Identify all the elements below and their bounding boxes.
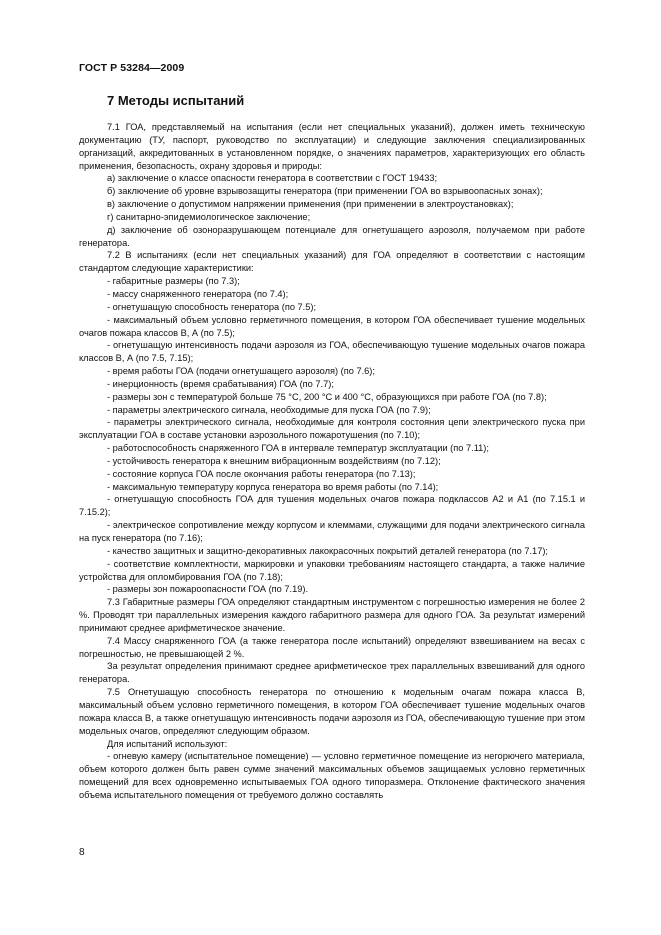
- list-item: - устойчивость генератора к внешним вибрационным воздействиям (по 7.12);: [107, 455, 441, 466]
- list-item: - состояние корпуса ГОА после окончания работы генератора (по 7.13);: [107, 468, 416, 479]
- list-item: - максимальную температуру корпуса генератора во время работы (по 7.14);: [107, 481, 439, 492]
- list-item: г) санитарно-эпидемиологическое заключение;: [107, 211, 311, 222]
- paragraph: 7.2 В испытаниях (если нет специальных указаний) для ГОА определяют в соответствии с настоящим стандартом следующие характеристики:: [79, 250, 585, 274]
- list-item: - параметры электрического сигнала, необходимые для контроля состояния цепи электрического пуска при эксплуатации ГОА в составе установки аэрозольного пожаротушения (по 7.10);: [79, 417, 585, 441]
- list-item: - инерционность (время срабатывания) ГОА (по 7.7);: [107, 378, 334, 389]
- list-item: - габаритные размеры (по 7.3);: [107, 276, 240, 287]
- list-item: - массу снаряженного генератора (по 7.4);: [107, 288, 289, 299]
- body-text: [79, 121, 585, 802]
- section-title: 7 Методы испытаний: [107, 93, 245, 108]
- list-item: - соответствие комплектности, маркировки и упаковки требованиям настоящего стандарта, а также наличие устройства для опломбирования ГОА (по 7.18);: [79, 558, 585, 582]
- page-number: 8: [79, 847, 85, 858]
- list-item: - качество защитных и защитно-декоративных лакокрасочных покрытий деталей генератора (по 7.17);: [107, 545, 548, 556]
- list-item: - время работы ГОА (подачи огнетушащего аэрозоля) (по 7.6);: [107, 366, 375, 377]
- paragraph: Для испытаний используют:: [107, 738, 228, 749]
- paragraph: 7.1 ГОА, представляемый на испытания (если нет специальных указаний), должен иметь техническую документацию (ТУ, паспорт, руководство по эксплуатации) и следующие заключения специализированных организаций, аккредитованных в установленном порядке, о значениях параметров, характеризующих его область применения, безопасность, охрану здоровья и природы:: [79, 122, 585, 171]
- list-item: - параметры электрического сигнала, необходимые для пуска ГОА (по 7.9);: [107, 404, 431, 415]
- list-item: - огнетушащую интенсивность подачи аэрозоля из ГОА, обеспечивающую тушение модельных очагов пожара классов В, А (по 7.5, 7.15);: [79, 340, 585, 364]
- list-item: б) заключение об уровне взрывозащиты генератора (при применении ГОА во взрывоопасных зонах);: [107, 186, 543, 197]
- paragraph: 7.4 Массу снаряженного ГОА (а также генератора после испытаний) определяют взвешиванием на весах с погрешностью, не превышающей 2 %.: [79, 635, 585, 659]
- list-item: - максимальный объем условно герметичного помещения, в котором ГОА обеспечивает тушение модельных очагов пожара классов В, А (по 7.5);: [79, 314, 585, 338]
- paragraph: 7.3 Габаритные размеры ГОА определяют стандартным инструментом с погрешностью измерения не более 2 %. Проводят три параллельных измерения каждого габаритного размера для одного ГОА. За результат измерений принимают среднее арифметическое значение.: [79, 597, 585, 633]
- list-item: в) заключение о допустимом напряжении применения (при применении в электроустановках);: [107, 199, 514, 210]
- list-item: - размеры зон с температурой больше 75 °С, 200 °С и 400 °С, образующихся при работе ГОА (по 7.8);: [107, 391, 547, 402]
- standard-header: ГОСТ Р 53284—2009: [79, 62, 185, 74]
- paragraph: За результат определения принимают среднее арифметическое трех параллельных взвешиваний для одного генератора.: [79, 661, 585, 685]
- list-item: - огнетушащую способность генератора (по 7.5);: [107, 301, 317, 312]
- paragraph: 7.5 Огнетушащую способность генератора по отношению к модельным очагам пожара класса В, максимальный объем условно герметичного помещения, в котором ГОА обеспечивает тушение модельных очагов пожара класса В, а также огнетушащую интенсивность подачи аэрозоля из ГОА, обеспечивающую тушение при этом модельных очагов, определяют следующим образом.: [79, 687, 585, 736]
- list-item: - огнетушащую способность ГОА для тушения модельных очагов пожара подклассов А2 и А1 (по 7.15.1 и 7.15.2);: [79, 494, 585, 518]
- list-item: а) заключение о классе опасности генератора в соответствии с ГОСТ 19433;: [107, 173, 438, 184]
- list-item: - размеры зон пожароопасности ГОА (по 7.19).: [107, 584, 309, 595]
- list-item: д) заключение об озоноразрушающем потенциале для огнетушащего аэрозоля, получаемом при работе генератора.: [79, 224, 585, 248]
- list-item: - огневую камеру (испытательное помещение) — условно герметичное помещение из негорючего материала, объем которого должен быть равен сумме значений максимальных объемов защищаемых условно герметичных помещений для всех одновременно испытываемых ГОА одного типоразмера. Отклонение фактического значения объема испытательного помещения от требуемого должно составлять: [79, 751, 585, 800]
- list-item: - работоспособность снаряженного ГОА в интервале температур эксплуатации (по 7.11);: [107, 443, 489, 454]
- list-item: - электрическое сопротивление между корпусом и клеммами, служащими для подачи электрического сигнала на пуск генератора (по 7.16);: [79, 520, 585, 543]
